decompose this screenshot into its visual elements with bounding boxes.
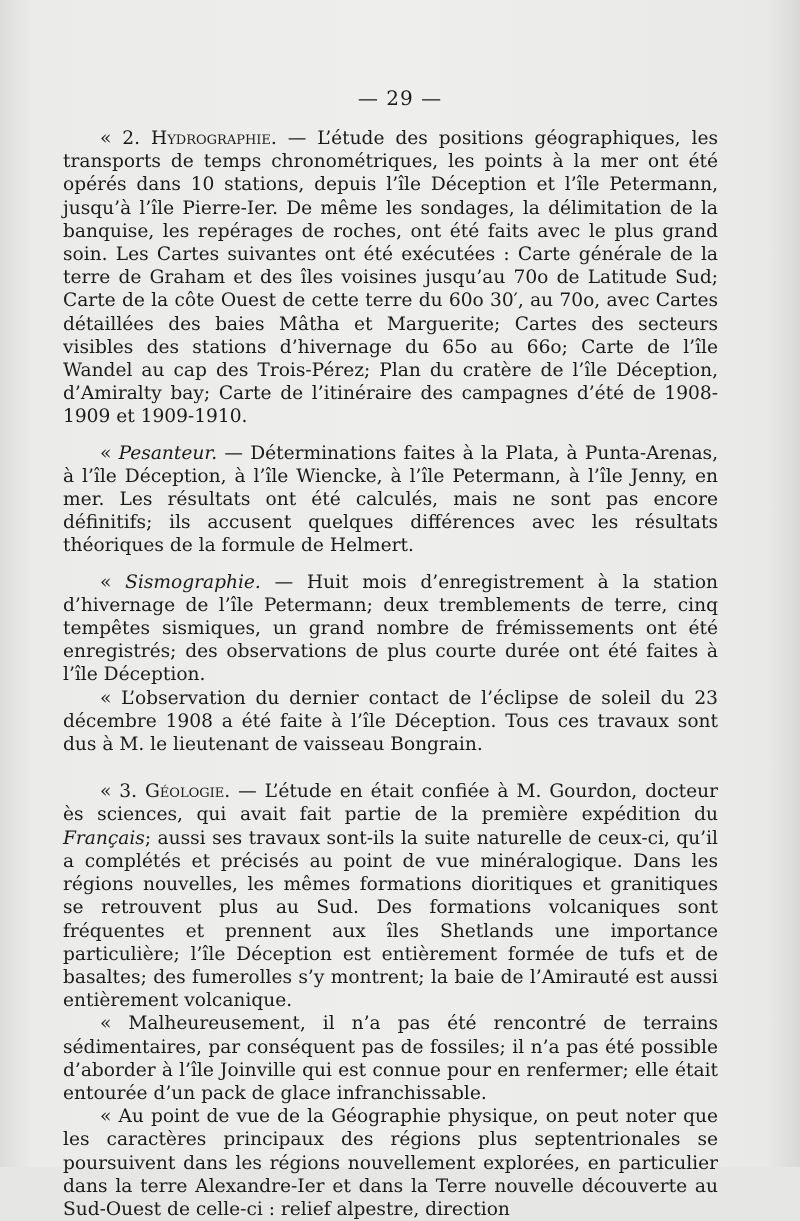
paragraph-pesanteur bbox=[63, 442, 718, 558]
paragraph-text: — L’étude en était confiée à M. Gourdon, docteur ès sciences, qui avait fait partie de la première expédition du bbox=[63, 781, 718, 826]
section-heading-geologie: Géologie. bbox=[144, 781, 231, 803]
subsection-heading-sismographie: Sismographie. bbox=[125, 571, 261, 593]
ship-name: Français bbox=[63, 827, 145, 849]
paragraph-text: — L’étude des positions géographiques, les transports de temps chronométriques, les points à la mer ont été opérés dans 10 stations, depuis l’île Déception et l’île Petermann, jusqu’à l’île Pierre-Ier. De même les sondages, la délimitation de la banquise, les repérages de roches, ont été faits avec le plus grand soin. Les Cartes suivantes ont été exécutées : Carte générale de la terre de Graham et des îles voisines jusqu’au 70o de Latitude Sud; Carte de la côte Ouest de cette terre du 60o 30′, au 70o, avec Cartes détaillées des baies Mâtha et Marguerite; Cartes des secteurs visibles des stations d’hivernage du 65o au 66o; Carte de l’île Wandel au cap des Trois-Pérez; Plan du cratère de l’île Déception, d’Amiralty bay; Carte de l’itinéraire des campagnes d’été de 1908-1909 et 1909-1910. bbox=[63, 128, 718, 428]
paragraph-geographie-physique: « Au point de vue de la Géographie physique, on peut noter que les caractères principaux des régions plus septentrionales se poursuivent dans les régions nouvellement explorées, en particulier dans la terre Alexandre-Ier et dans la Terre nouvelle découverte au Sud-Ouest de celle-ci : relief alpestre, direction bbox=[63, 1106, 718, 1220]
page-number: — 29 — bbox=[357, 86, 443, 110]
paragraph-lead: « bbox=[100, 571, 126, 593]
paragraph-hydrographie bbox=[63, 127, 718, 429]
paragraph-sedimentaires: « Malheureusement, il n’a pas été rencontré de terrains sédimentaires, par conséquent pas de fossiles; il n’a pas été possible d’aborder à l’île Joinville qui est connue pour en renfermer; elle était entourée d’un pack de glace infranchissable. bbox=[63, 1013, 718, 1104]
subsection-heading-pesanteur: Pesanteur. bbox=[118, 442, 218, 464]
body-text bbox=[63, 127, 718, 1221]
paragraph-lead: « bbox=[100, 442, 119, 464]
paragraph-text: — Déterminations faites à la Plata, à Punta-Arenas, à l’île Déception, à l’île Wiencke, à l’île Petermann, à l’île Jenny, en mer. Les résultats ont été calculés, mais ne sont pas encore définitifs; ils accusent quelques différences avec les résultats théoriques de la formule de Helmert. bbox=[63, 442, 718, 557]
paragraph-text: — Huit mois d’enregistrement à la station d’hivernage de l’île Petermann; deux tremblements de terre, cinq tempêtes sismiques, un grand nombre de frémissements ont été enregistrés; des observations de plus courte durée ont été faites à l’île Déception. bbox=[63, 571, 718, 686]
paragraph-sismographie bbox=[63, 571, 718, 687]
paragraph-lead: « 3. bbox=[100, 781, 145, 803]
paragraph-geologie bbox=[63, 780, 718, 1012]
paragraph-text: ; aussi ses travaux sont-ils la suite naturelle de ceux-ci, qu’il a complétés et précisés au point de vue minéralogique. Dans les régions nouvelles, les mêmes formations dioritiques et granitiques se retrouvent plus au Sud. Des formations volcaniques sont fréquentes et prennent aux îles Shetlands une importance particulière; l’île Déception est entièrement formée de tufs et de basaltes; des fumerolles s’y montrent; la baie de l’Amirauté est aussi entièrement volcanique. bbox=[63, 827, 718, 1012]
section-heading-hydrographie: Hydrographie. bbox=[150, 128, 277, 149]
paragraph-lead: « 2. bbox=[100, 128, 151, 149]
paragraph-eclipse: « L’observation du dernier contact de l’éclipse de soleil du 23 décembre 1908 a été faite à l’île Déception. Tous ces travaux sont dus à M. le lieutenant de vaisseau Bongrain. bbox=[63, 687, 718, 756]
